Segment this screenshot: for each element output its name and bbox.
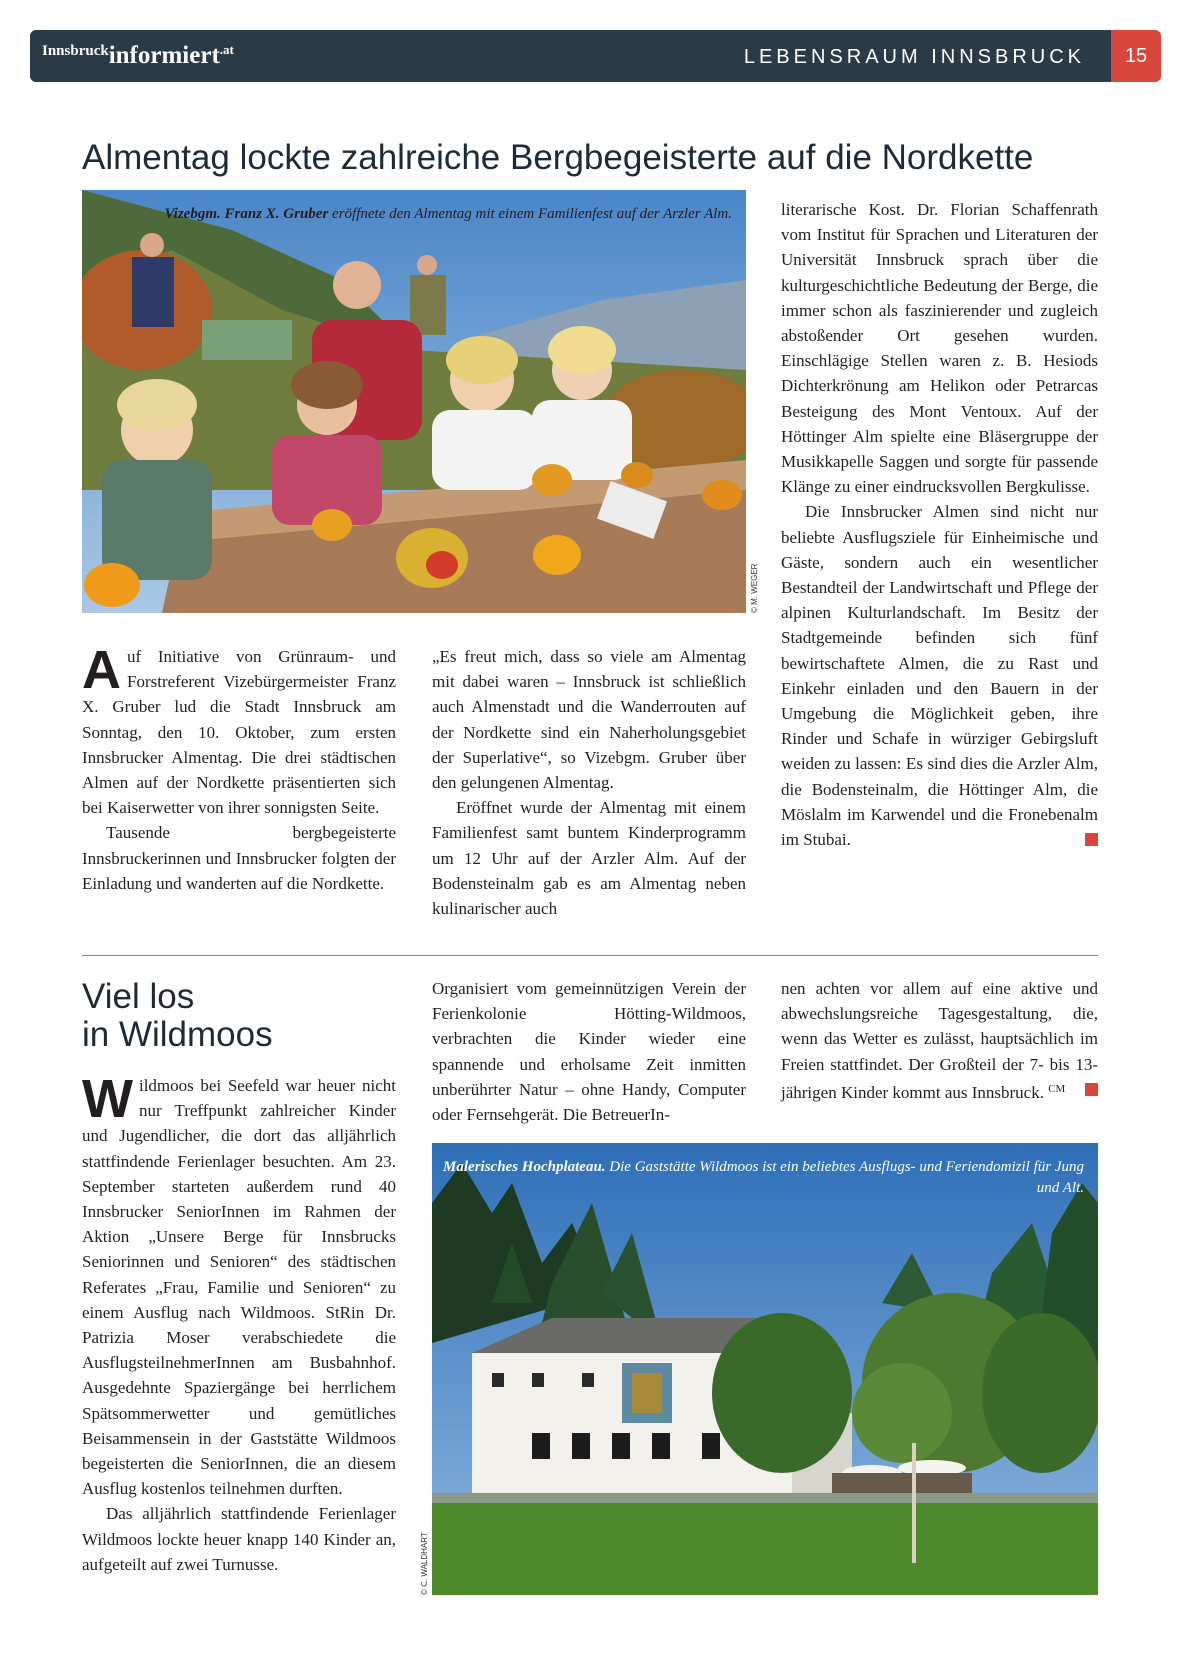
section-label: LEBENSRAUM INNSBRUCK — [743, 46, 1085, 68]
logo-tld: .at — [219, 42, 234, 57]
logo-prefix: Innsbruck — [42, 43, 109, 59]
photo-credit: © M. WEGER — [750, 563, 759, 613]
almentag-photo-caption — [165, 204, 733, 225]
caption-bold: Malerisches Hochplateau. — [443, 1159, 606, 1175]
paragraph: Das alljährlich stattfindende Ferienlager Wildmoos lockte heuer knapp 140 Kinder an, aufgeteilt auf zwei Turnusse. — [82, 1504, 396, 1574]
caption-bold: Vizebgm. Franz X. Gruber — [164, 206, 329, 222]
paragraph: nen achten vor allem auf eine aktive und abwechslungsreiche Tagesgestaltung, die, wenn das Wetter es zulässt, hauptsächlich im Freien stattfindet. Der Großteil der 7- bis 13-jährigen Kinder kommt aus Innsbruck. — [781, 979, 1098, 1102]
publication-logo[interactable] — [42, 42, 234, 70]
article2-headline — [82, 978, 402, 1054]
logo-main: informiert — [108, 42, 220, 69]
paragraph: ildmoos bei Seefeld war heuer nicht nur Treffpunkt zahlreicher Kinder und Jugendlicher, die dort das alljährlich stattfindende Ferienlager besuchten. Am 23. September starteten außerdem rund 40 Innsbrucker SeniorInnen im Rahmen der Aktion „Unsere Berge für Innsbrucks Seniorinnen und Senioren“ des städtischen Referates „Frau, Familie und Senioren“ zu einem Ausflug nach Wildmoos. StRin Dr. Patrizia Moser verabschiedete die AusflugsteilnehmerInnen am Busbahnhof. Ausgedehnte Spaziergänge bei herrlichem Spätsommerwetter und gemütliches Beisammensein in der Gaststätte Wildmoos begeisterten die SeniorInnen, die an diesem Ausflug kostenlos teilnehmen durften. — [82, 1076, 396, 1499]
article-headline: Almentag lockte zahlreiche Bergbegeisterte auf die Nordkette — [82, 138, 1034, 177]
paragraph: „Es freut mich, dass so viele am Almentag mit dabei waren – Innsbruck ist schließlich auch Almenstadt und die Wanderrouten auf der Nordkette sind ein Naherholungsgebiet der Superlative“, so Vizebgm. Gruber über den gelungenen Almentag. — [432, 647, 746, 793]
paragraph: Die Innsbrucker Almen sind nicht nur beliebte Ausflugsziele für Einheimische und Gäste, sondern auch ein wesentlicher Bestandteil der Landwirtschaft und Pflege der alpinen Kulturlandschaft. Im Besitz der Stadtgemeinde befinden sich fünf bewirtschaftete Almen, die zu Rast und Einkehr einladen und den Bauern in der Umgebung die Möglichkeit geben, ihre Rinder und Schafe in würziger Gebirgsluft weiden zu lassen: Es sind dies die Arzler Alm, die Bodensteinalm, die Höttinger Alm, die Möslalm im Karwendel und die Fronebenalm im Stubai. — [781, 502, 1098, 850]
wildmoos-photo-caption — [432, 1157, 1084, 1199]
author-initials: CM — [1048, 1082, 1066, 1095]
almentag-photo-illustration — [82, 190, 746, 613]
masthead-bar — [30, 30, 1111, 82]
paragraph: Tausende bergbegeisterte Innsbruckerinnen und Innsbrucker folgten der Einladung und wanderten auf die Nordkette. — [82, 823, 396, 893]
caption-text: Die Gaststätte Wildmoos ist ein beliebtes Ausflugs- und Feriendomizil für Jung und Alt. — [609, 1159, 1084, 1196]
wildmoos-photo — [432, 1143, 1098, 1595]
article1-column-3 — [781, 197, 1098, 852]
wildmoos-photo-illustration — [432, 1143, 1098, 1595]
article2-column-3 — [781, 976, 1098, 1105]
article2-column-2 — [432, 976, 746, 1127]
paragraph: uf Initiative von Grünraum- und Forstreferent Vizebürgermeister Franz X. Gruber lud die Stadt Innsbruck am Sonntag, den 10. Oktober, zum ersten Innsbrucker Almentag. Die drei städtischen Almen auf der Nordkette präsentierten sich bei Kaiserwetter von ihrer sonnigsten Seite. — [82, 647, 396, 818]
page-number: 15 — [1111, 30, 1161, 82]
almentag-photo — [82, 190, 746, 613]
end-mark-icon — [1085, 1083, 1098, 1096]
article-divider — [82, 955, 1098, 956]
headline-line-2: in Wildmoos — [82, 1015, 273, 1054]
caption-text: eröffnete den Almentag mit einem Familienfest auf der Arzler Alm. — [332, 206, 732, 222]
drop-cap: A — [82, 640, 121, 700]
end-mark-icon — [1085, 833, 1098, 846]
photo-credit: © C. WALDHART — [420, 1532, 429, 1595]
paragraph: literarische Kost. Dr. Florian Schaffenrath vom Institut für Sprachen und Literaturen der Universität Innsbruck sprach über die kulturgeschichtliche Bedeutung der Berge, die immer schon als faszinierender und zugleich abstoßender Ort gesehen wurden. Einschlägige Stellen waren z. B. Hesiods Dichterkrönung am Helikon oder Petrarcas Besteigung des Mont Ventoux. Auf der Höttinger Alm spielte eine Bläsergruppe der Musikkapelle Saggen und sorgte für passende Klänge zu einer eindrucksvollen Bergkulisse. — [781, 200, 1098, 497]
paragraph: Organisiert vom gemeinnützigen Verein der Ferienkolonie Hötting-Wildmoos, verbrachten die Kinder wieder eine spannende und erholsame Zeit inmitten unberührter Natur – ohne Handy, Computer oder Fernsehgerät. Die BetreuerIn- — [432, 979, 746, 1125]
headline-line-1: Viel los — [82, 977, 195, 1016]
paragraph: Eröffnet wurde der Almentag mit einem Familienfest samt buntem Kinderprogramm um 12 Uhr auf der Arzler Alm. Auf der Bodensteinalm gab es am Almentag neben kulinarischer auch — [432, 798, 746, 919]
article2-column-1 — [82, 1069, 396, 1577]
drop-cap: W — [82, 1069, 133, 1129]
article1-column-2 — [432, 644, 746, 921]
article1-column-1 — [82, 640, 396, 896]
